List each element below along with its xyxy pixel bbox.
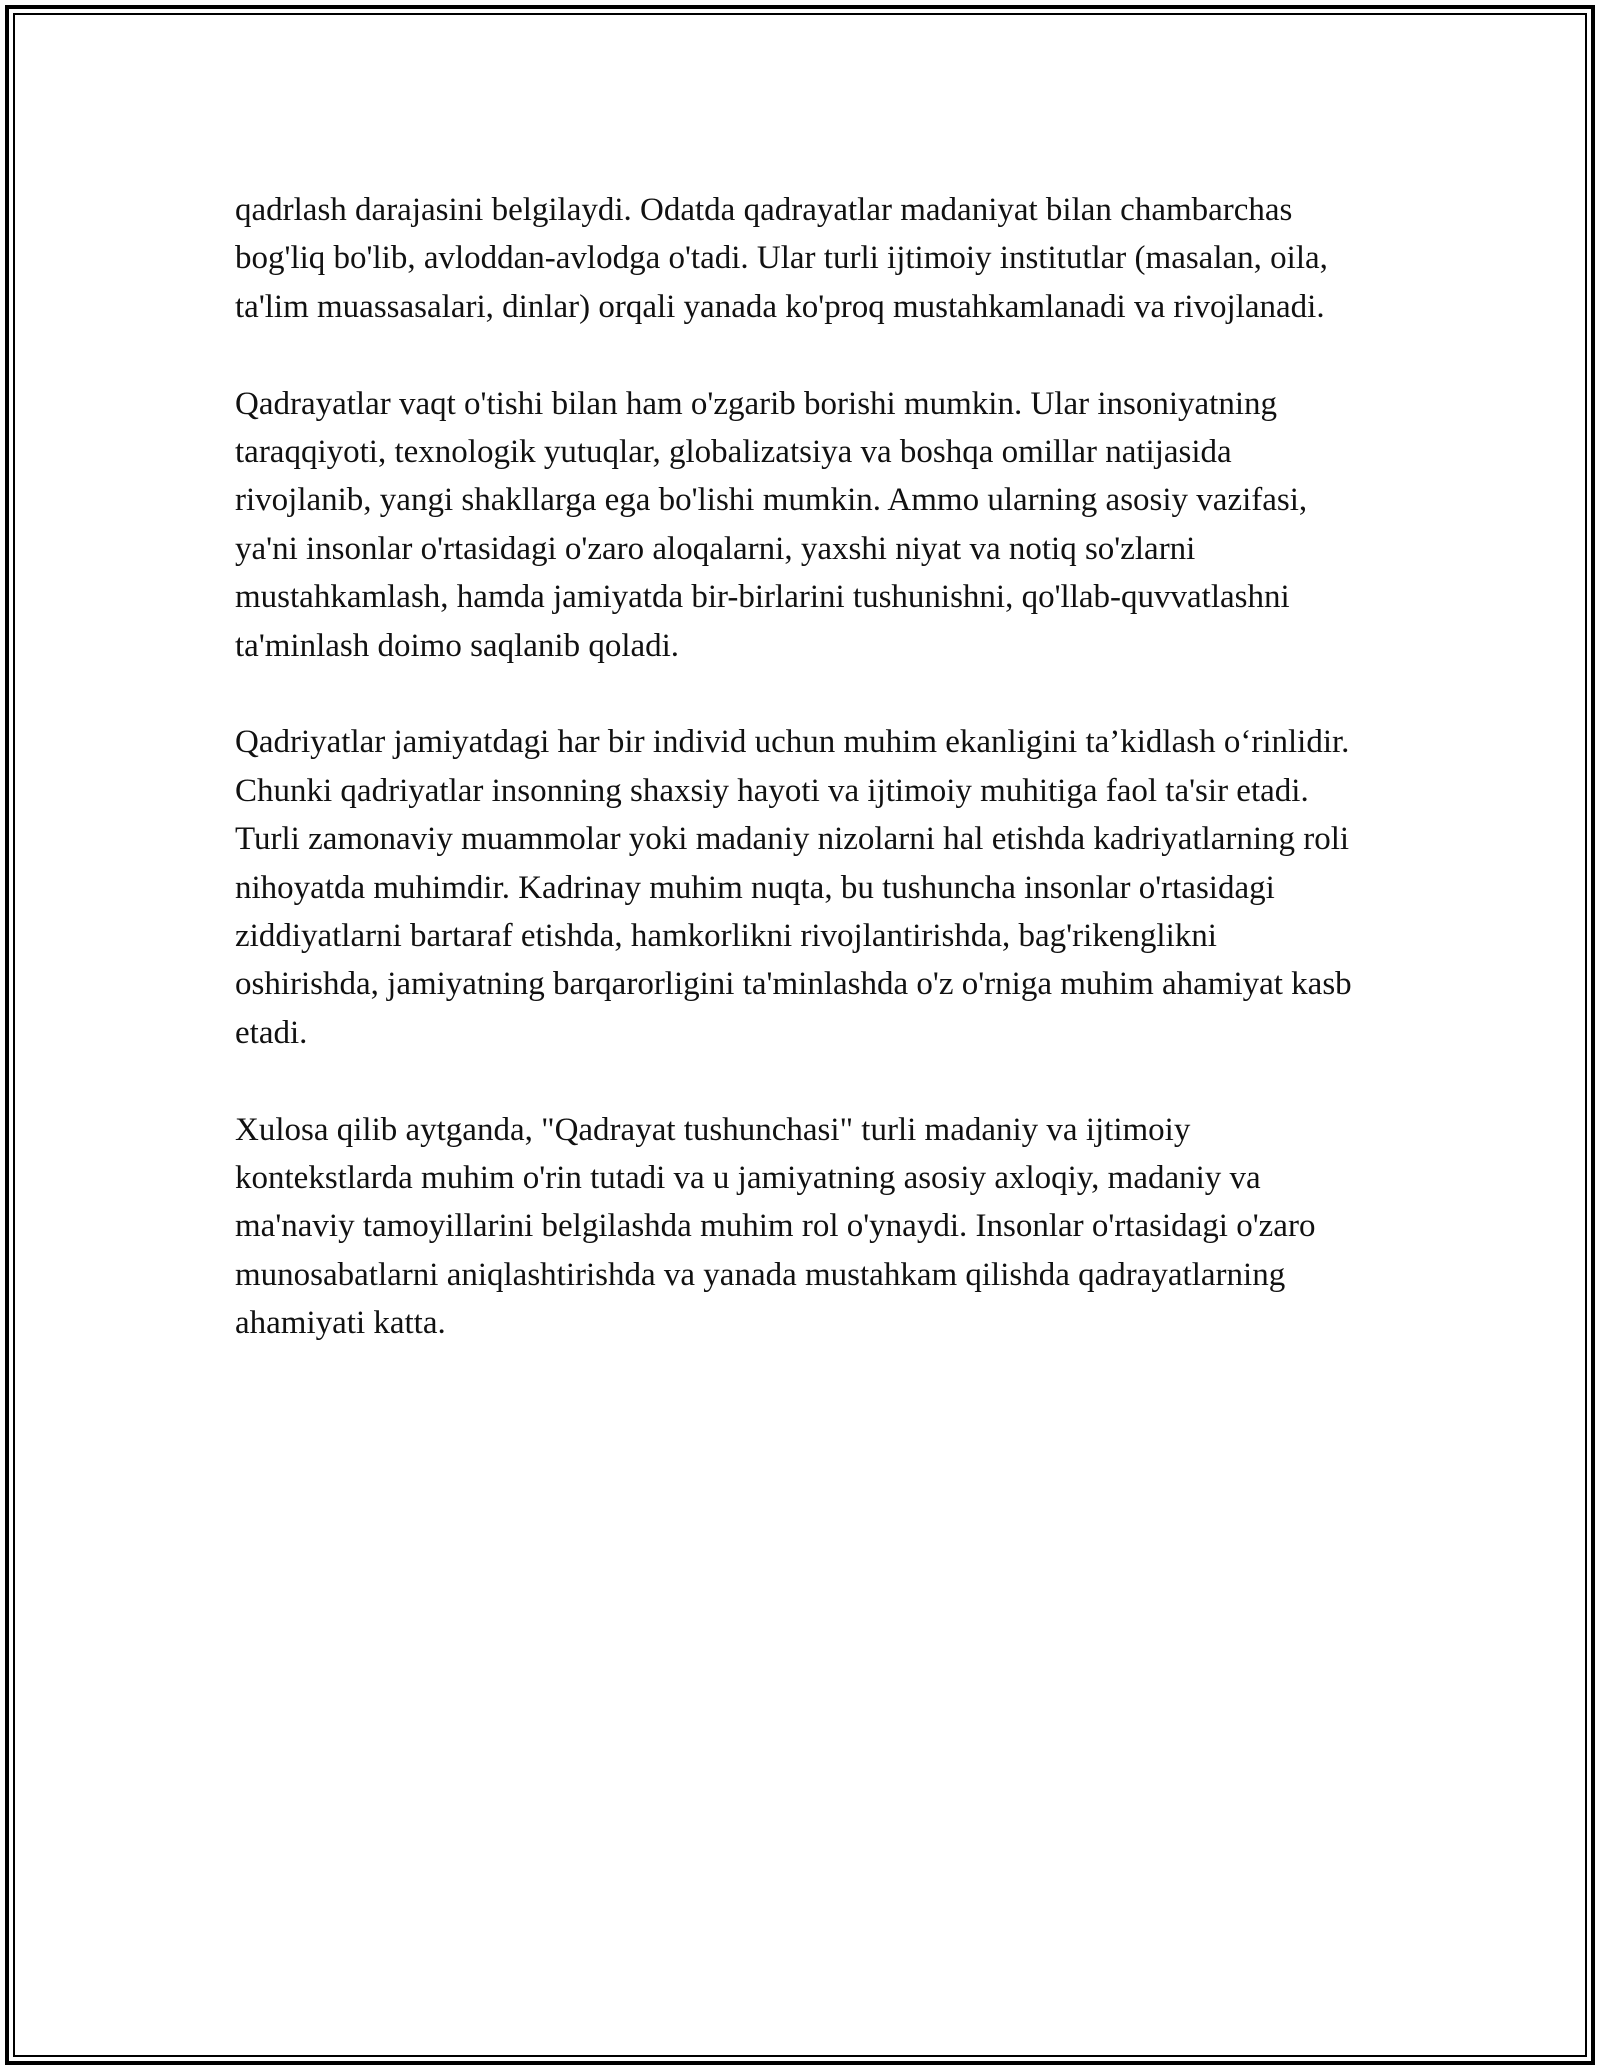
paragraph: Xulosa qilib aytganda, "Qadrayat tushunchasi" turli madaniy va ijtimoiy kontekstlarda muhim o'rin tutadi va u jamiyatning asosiy axloqiy, madaniy va ma'naviy tamoyillarini belgilashda muhim rol o'ynaydi. Insonlar o'rtasidagi o'zaro munosabatlarni aniqlashtirishda va yanada mustahkam qilishda qadrayatlarning ahamiyati katta. (235, 1111, 1316, 1342)
paragraph: qadrlash darajasini belgilaydi. Odatda qadrayatlar madaniyat bilan chambarchas bog'liq bo'lib, avloddan-avlodga o'tadi. Ular turli ijtimoiy institutlar (masalan, oila, ta'lim muassasalari, dinlar) orqali yanada ko'proq mustahkamlanadi va rivojlanadi. (235, 192, 1328, 325)
document-body (235, 186, 1365, 1396)
paragraph: Qadrayatlar vaqt o'tishi bilan ham o'zgarib borishi mumkin. Ular insoniyatning taraqqiyoti, texnologik yutuqlar, globalizatsiya va boshqa omillar natijasida rivojlanib, yangi shakllarga ega bo'lishi mumkin. Ammo ularning asosiy vazifasi, ya'ni insonlar o'rtasidagi o'zaro aloqalarni, yaxshi niyat va notiq so'zlarni mustahkamlash, hamda jamiyatda bir-birlarini tushunishni, qo'llab-quvvatlashni ta'minlash doimo saqlanib qoladi. (235, 385, 1308, 664)
paragraph: Qadriyatlar jamiyatdagi har bir individ uchun muhim ekanligini ta’kidlash o‘rinlidir. Chunki qadriyatlar insonning shaxsiy hayoti va ijtimoiy muhitiga faol ta'sir etadi. Turli zamonaviy muammolar yoki madaniy nizolarni hal etishda kadriyatlarning roli nihoyatda muhimdir. Kadrinay muhim nuqta, bu tushuncha insonlar o'rtasidagi ziddiyatlarni bartaraf etishda, hamkorlikni rivojlantirishda, bag'rikenglikni oshirishda, jamiyatning barqarorligini ta'minlashda o'z o'rniga muhim ahamiyat kasb etadi. (235, 724, 1352, 1051)
